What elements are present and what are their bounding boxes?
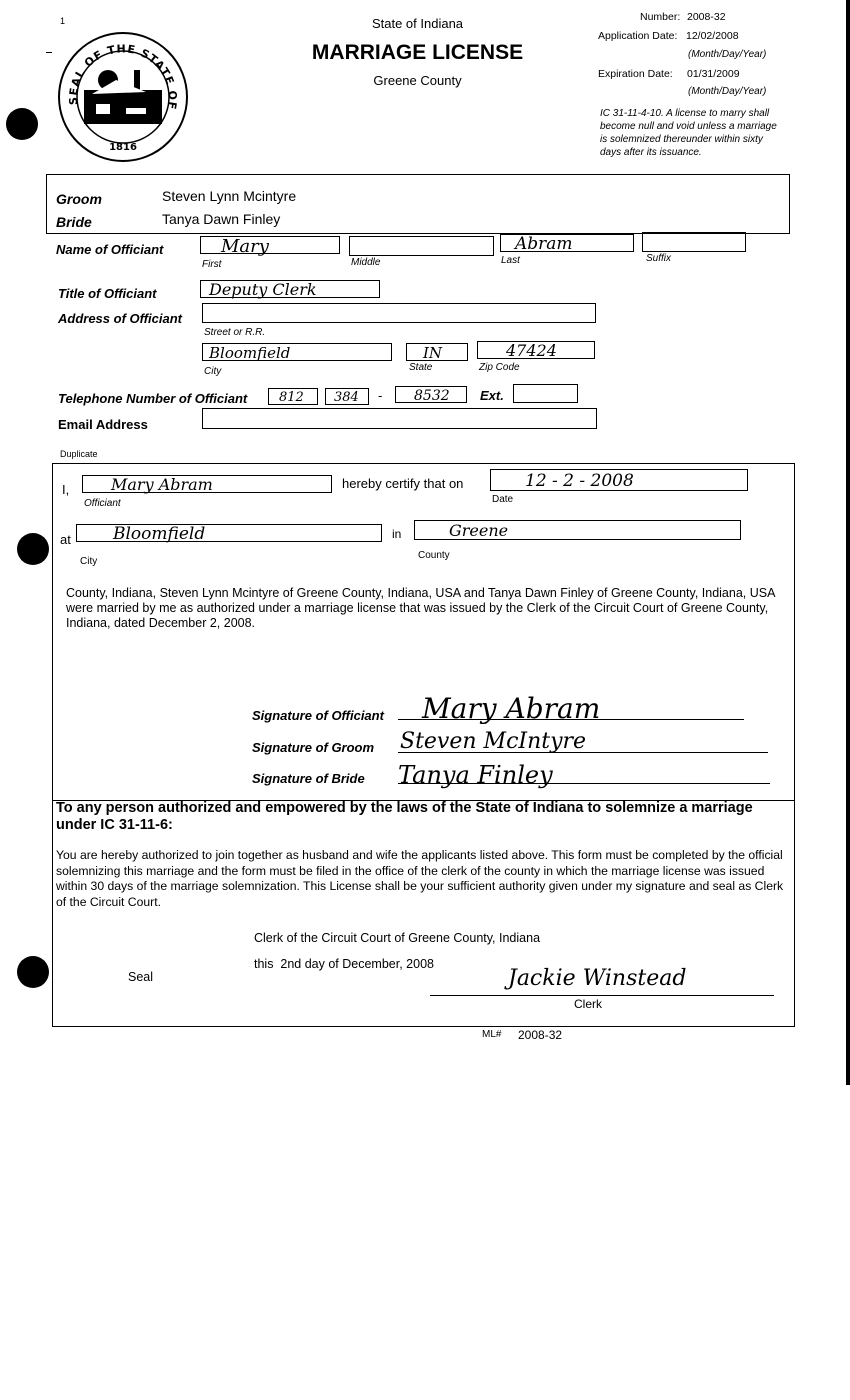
certify-county-caption: County (418, 550, 450, 561)
seal-text: SEAL OF THE STATE OF (66, 42, 180, 112)
ext-label: Ext. (480, 388, 504, 403)
bride-name: Tanya Dawn Finley (162, 211, 281, 227)
officiant-name-label: Name of Officiant (56, 242, 164, 257)
groom-name: Steven Lynn Mcintyre (162, 188, 297, 204)
certify-county-field[interactable]: Greene (414, 520, 741, 540)
sig-bride-line (398, 783, 770, 784)
margin-mark (46, 52, 52, 53)
license-number: 2008-32 (687, 11, 726, 23)
officiant-address-label: Address of Officiant (58, 311, 183, 326)
officiant-suffix-field[interactable] (642, 232, 746, 252)
email-label: Email Address (58, 417, 148, 432)
ml-number: 2008-32 (518, 1028, 563, 1042)
ext-field[interactable] (513, 384, 578, 403)
certify-date-caption: Date (492, 494, 514, 505)
sig-bride-label: Signature of Bride (252, 771, 365, 786)
binder-hole-top (6, 108, 38, 140)
app-date-format: (Month/Day/Year) (688, 49, 767, 60)
street-caption: Street or R.R. (204, 327, 266, 338)
groom-label: Groom (56, 191, 102, 207)
middle-caption: Middle (351, 257, 381, 268)
sig-groom[interactable]: Steven McIntyre (400, 729, 587, 754)
seal-icon (56, 30, 190, 164)
duplicate-label: Duplicate (60, 449, 98, 459)
expiration-date: 01/31/2009 (687, 68, 740, 80)
state-field[interactable]: IN (406, 343, 468, 361)
in-label: in (392, 527, 402, 541)
phone-line-field[interactable]: 8532 (395, 386, 467, 403)
phone-prefix-field[interactable]: 384 (325, 388, 369, 405)
clerk-of-court: Clerk of the Circuit Court of Greene County, Indiana (254, 931, 541, 945)
certify-text: hereby certify that on (342, 476, 464, 491)
state-name: State of Indiana (371, 16, 464, 31)
officiant-middle-field[interactable] (349, 236, 494, 256)
sig-officiant[interactable]: Mary Abram (422, 692, 601, 725)
binder-hole-middle (17, 533, 49, 565)
application-date: 12/02/2008 (686, 30, 739, 42)
certificate-body: County, Indiana, Steven Lynn Mcintyre of Greene County, Indiana, USA and Tanya Dawn Finley of Greene County, Indiana, USA were married by me as authorized under a marriage license that was issued by the Clerk of the Circuit Court of Greene County, Indiana, dated December 2, 2008. (66, 586, 775, 630)
statute-note: IC 31-11-4-10. A license to marry shall become null and void unless a marriage is solemnized thereunder within sixty days after its issuance. (600, 108, 777, 158)
certify-date-field[interactable]: 12 - 2 - 2008 (490, 469, 748, 491)
bride-label: Bride (56, 214, 92, 230)
city-caption: City (204, 366, 222, 377)
officiant-title-label: Title of Officiant (58, 286, 157, 301)
seal-year: 1816 (109, 142, 137, 153)
city-field[interactable]: Bloomfield (202, 343, 392, 361)
certify-city-caption: City (80, 556, 98, 567)
ml-label: ML# (482, 1029, 502, 1040)
zip-caption: Zip Code (479, 362, 520, 373)
i-label: I, (62, 482, 70, 497)
state-seal (56, 30, 190, 164)
application-date-label: Application Date: (598, 30, 678, 42)
sig-officiant-label: Signature of Officiant (252, 708, 384, 723)
officiant-first-field[interactable]: Mary (200, 236, 340, 254)
exp-date-format: (Month/Day/Year) (688, 86, 767, 97)
page-edge (846, 0, 850, 1085)
suffix-caption: Suffix (646, 253, 672, 264)
clerk-sig-line (430, 995, 774, 996)
state-caption: State (409, 362, 433, 373)
sig-groom-line (398, 752, 768, 753)
authorization-body: You are hereby authorized to join together as husband and wife the applicants listed above. This form must be completed by the official solemnizing this marriage and the form must be filed in the office of the clerk of the county in which the marriage license was issued within 30 days of the marriage solemnization. This License shall be your sufficient authority given under my signature and seal as Clerk of the Circuit Court. (56, 848, 784, 909)
page-title: MARRIAGE LICENSE (311, 41, 524, 64)
sig-officiant-line (398, 719, 744, 720)
certify-city-field[interactable]: Bloomfield (76, 524, 382, 542)
certify-officiant-field[interactable]: Mary Abram (82, 475, 332, 493)
sig-bride[interactable]: Tanya Finley (398, 761, 553, 789)
seal-label: Seal (128, 970, 154, 984)
officiant-last-field[interactable]: Abram (500, 234, 634, 252)
phone-label: Telephone Number of Officiant (58, 391, 248, 406)
authorization-heading: To any person authorized and empowered by the laws of the State of Indiana to solemnize a marriage under IC 31-11-6: (56, 800, 753, 833)
expiration-date-label: Expiration Date: (598, 68, 673, 80)
clerk-signature[interactable]: Jackie Winstead (508, 966, 687, 991)
phone-area-field[interactable]: 812 (268, 388, 318, 405)
street-field[interactable] (202, 303, 596, 323)
zip-field[interactable]: 47424 (477, 341, 595, 359)
phone-dash: - (378, 388, 383, 403)
last-caption: Last (501, 255, 520, 266)
officiant-title-field[interactable]: Deputy Clerk (200, 280, 380, 298)
at-label: at (60, 532, 71, 547)
issued-day: this 2nd day of December, 2008 (254, 957, 434, 971)
email-field[interactable] (202, 408, 597, 429)
county-name: Greene County (373, 73, 462, 88)
clerk-caption: Clerk (574, 997, 603, 1011)
corner-mark: 1 (60, 16, 66, 26)
first-caption: First (202, 259, 222, 270)
sig-groom-label: Signature of Groom (252, 740, 375, 755)
number-label: Number: (640, 11, 681, 23)
binder-hole-bottom (17, 956, 49, 988)
parties-box (46, 174, 790, 234)
certify-officiant-caption: Officiant (84, 498, 121, 509)
